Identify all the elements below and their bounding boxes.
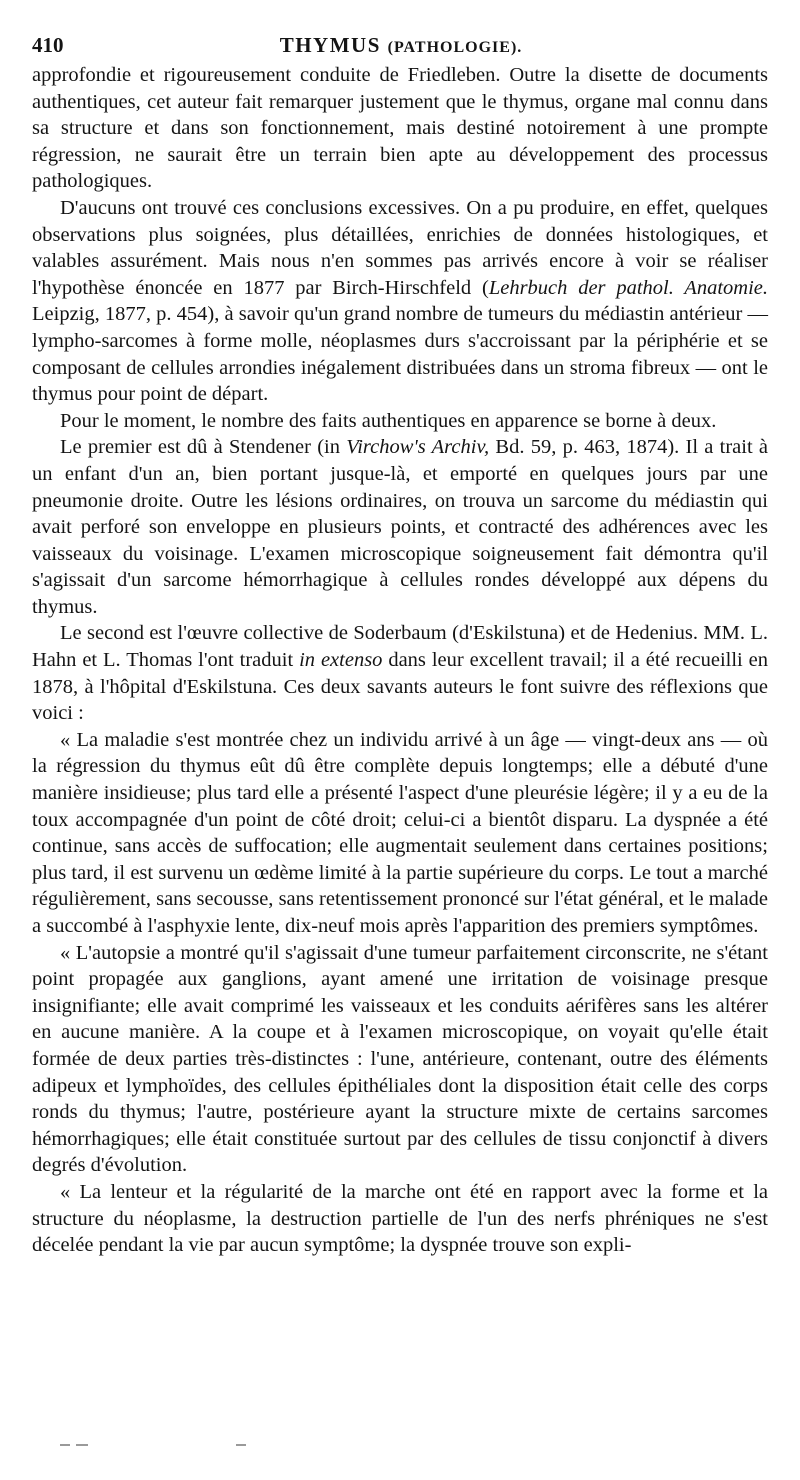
running-title-subtitle: (PATHOLOGIE). — [387, 39, 523, 56]
italic-text: in extenso — [299, 649, 383, 672]
paragraph — [32, 940, 768, 1179]
paragraph-text: « La lenteur et la régularité de la marche ont été en rapport avec la forme et la structure du néoplasme, la destruction partielle de l'un des nerfs phréniques ne s'est décelée pendant la vie par aucun symptôme; la dyspnée trouve son expli- — [32, 1180, 768, 1257]
paragraph — [32, 620, 768, 726]
body-text — [32, 62, 768, 1259]
paragraph-text: Le second est l'œuvre collective de Soderbaum (d'Eskilstuna) et de Hedenius. MM. L. Hahn et L. Thomas l'ont traduit — [32, 622, 768, 672]
footer-printer-marks — [60, 1440, 280, 1450]
paragraph-text: Leipzig, 1877, p. 454), à savoir qu'un grand nombre de tumeurs du médiastin antérieur — lympho-sarcomes à forme molle, néoplasmes durs s'accroissant par la périphérie et se composant de cellules arrondies inégalement distribuées dans un stroma fibreux — ont le thymus pour point de départ. — [32, 303, 768, 406]
paragraph-text: Pour le moment, le nombre des faits authentiques en apparence se borne à deux. — [60, 409, 717, 432]
page-header — [32, 28, 770, 62]
paragraph — [32, 62, 768, 195]
paragraph — [32, 727, 768, 940]
paragraph-text: « L'autopsie a montré qu'il s'agissait d'une tumeur parfaitement circonscrite, ne s'étant point propagée aux ganglions, ayant amené une irritation de voisinage presque insignifiante; elle avait comprimé les vaisseaux et les conduits aérifères sans les altérer en aucune manière. A la coupe et à l'examen microscopique, on voyait qu'elle était formée de deux parties très-distinctes : l'une, antérieure, contenant, outre des éléments adipeux et lymphoïdes, des cellules épithéliales dont la disposition était celle des corps ronds du thymus; l'autre, postérieure ayant la structure mixte de certains sarcomes hémorrhagiques; elle était constituée surtout par des cellules de tissu conjonctif à divers degrés d'évolution. — [32, 941, 768, 1177]
paragraph — [32, 195, 768, 408]
paragraph-text: « La maladie s'est montrée chez un individu arrivé à un âge — vingt-deux ans — où la régression du thymus eût dû être complète depuis longtemps; elle a débuté d'une manière insidieuse; plus tard elle a présenté l'aspect d'une pleurésie légère; il y a eu de la toux accompagnée d'un point de côté droit; celui-ci a bientôt disparu. La dyspnée a été continue, sans accès de suffocation; elle augmentait seulement dans certaines positions; plus tard, il est survenu un œdème limité à la partie supérieure du corps. Le tout a marché régulièrement, sans secousse, sans retentissement prononcé sur l'état général, et le malade a succombé à l'asphyxie lente, dix-neuf mois après l'apparition des premiers symptômes. — [32, 728, 768, 937]
paragraph-text: Le premier est dû à Stendener (in — [60, 436, 347, 459]
printer-mark — [60, 1444, 70, 1446]
paragraph — [32, 434, 768, 620]
paragraph-text: dans leur excellent travail; il a été recueilli en 1878, à l'hôpital d'Eskilstuna. Ces deux savants auteurs le font suivre des réflexions que voici : — [32, 649, 768, 725]
printer-mark — [76, 1444, 88, 1446]
paragraph-text: approfondie et rigoureusement conduite de Friedleben. Outre la disette de documents authentiques, cet auteur fait remarquer justement que le thymus, organe mal connu dans sa structure et dans son fonctionnement, mais destiné notoirement à une prompte régression, ne saurait être un terrain bien apte au développement des processus pathologiques. — [32, 64, 768, 193]
page-number: 410 — [32, 33, 64, 57]
paragraph — [32, 408, 768, 435]
paragraph-text: Bd. 59, p. 463, 1874). Il a trait à un enfant d'un an, bien portant jusque-là, et emporté en quelques jours par une pneumonie droite. Outre les lésions ordinaires, on trouva un sarcome du médiastin qui avait perforé son enveloppe en plusieurs points, et contracté des adhérences avec les vaisseaux du voisinage. L'examen microscopique soigneusement fait démontra qu'il s'agissait d'un sarcome hémorrhagique à cellules rondes développé aux dépens du thymus. — [32, 436, 769, 618]
running-title-main: THYMUS — [279, 33, 381, 57]
printer-mark — [236, 1444, 246, 1446]
paragraph-text: D'aucuns ont trouvé ces conclusions excessives. On a pu produire, en effet, quelques observations plus soignées, plus détaillées, enrichies de données histologiques, et valables assurément. Mais nous n'en sommes pas arrivés encore à voir se réaliser l'hypothèse énoncée en 1877 par Birch-Hirschfeld ( — [32, 196, 768, 299]
running-title — [32, 28, 770, 65]
paragraph — [32, 1179, 768, 1259]
italic-text: Lehrbuch der pathol. Anatomie. — [488, 276, 769, 299]
italic-text: Virchow's Archiv, — [346, 436, 490, 459]
